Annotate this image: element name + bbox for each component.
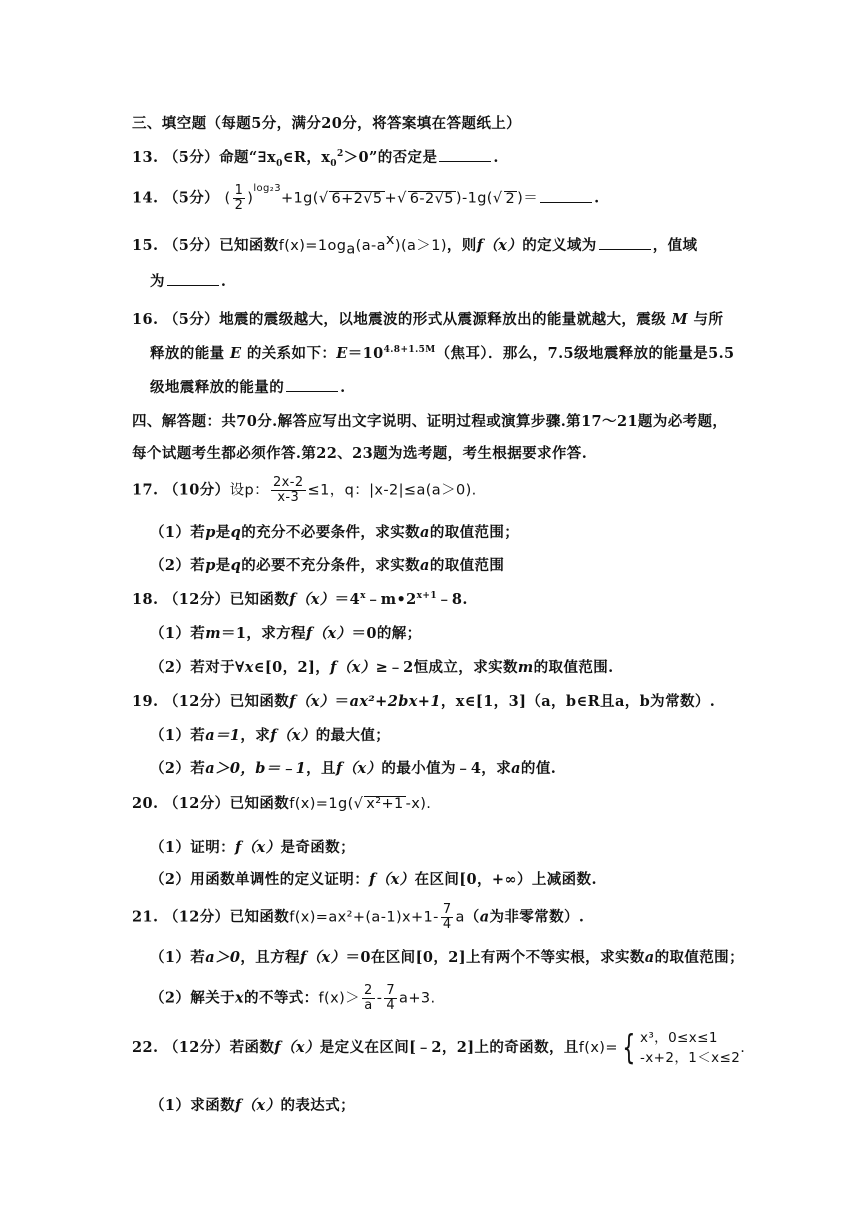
question-17: 17. （10分）设p： $\frac{2x-2}{x-3}$ ≤1，q：|x-2|≤a(a＞0).	[132, 475, 477, 505]
question-18-part-2: （2）若对于∀x∈[0，2]，f（x）≥﹣2恒成立，求实数m的取值范围.	[150, 659, 614, 676]
question-21-part-1: （1）若a＞0，且方程f（x）＝0在区间[0，2]上有两个不等实根，求实数a的取值范围；	[150, 949, 744, 966]
question-18-part-1: （1）若m＝1，求方程f（x）＝0的解；	[150, 625, 422, 642]
question-17-part-2: （2）若p是q的必要不充分条件，求实数a的取值范围	[150, 557, 505, 574]
question-18: 18. （12分）已知函数$f(x)=4^x﹣m•2^{x+1}﹣8$.	[132, 591, 468, 608]
answer-blank	[540, 190, 592, 203]
question-number: 21.	[132, 908, 159, 926]
question-number: 19.	[132, 693, 159, 710]
score-label: （12分）	[163, 591, 230, 608]
question-15-line-2: 为 .	[150, 273, 227, 290]
question-22-part-1: （1）求函数f（x）的表达式；	[150, 1097, 355, 1114]
answer-blank	[599, 237, 651, 250]
fraction: $\frac{7}{4}$	[442, 902, 452, 932]
fraction-half: $\frac{1}{2}$	[234, 183, 244, 213]
question-19: 19. （12分）已知函数f（x）＝ax²+2bx+1，x∈[1，3]（a，b∈R且a，b为常数）.	[132, 693, 716, 710]
fraction: $\frac{2}{a}$	[364, 983, 373, 1013]
question-number: 16.	[132, 311, 159, 328]
answer-blank	[167, 273, 219, 286]
question-number: 18.	[132, 591, 159, 608]
section-3-title: 三、填空题（每题5分，满分20分，将答案填在答题纸上）	[132, 115, 522, 132]
score-label: （5分）	[163, 149, 220, 166]
fraction: $\frac{7}{4}$	[386, 983, 396, 1013]
question-number: 13.	[132, 149, 159, 166]
score-label: （12分）	[163, 1039, 230, 1056]
answer-blank	[286, 379, 338, 392]
fraction: $\frac{2x-2}{x-3}$	[272, 475, 304, 505]
score-label: （5分）	[163, 236, 220, 254]
section-4-line-2: 每个试题考生都必须作答.第22、23题为选考题，考生根据要求作答.	[132, 445, 588, 462]
question-17-part-1: （1）若p是q的充分不必要条件，求实数a的取值范围；	[150, 524, 520, 541]
question-14: 14. （5分） ( $\frac{1}{2}$ )$^{log_23}$+1g(√ 6+2√5 +√ 6-2√5 )-1g(√ 2 )＝ .	[132, 182, 600, 213]
score-label: （5分）	[163, 311, 220, 328]
question-19-part-1: （1）若a＝1，求f（x）的最大值；	[150, 727, 391, 744]
question-number: 15.	[132, 236, 159, 254]
question-16-line-3: 级地震释放的能量的 .	[150, 379, 346, 396]
section-4-line-1: 四、解答题：共70分.解答应写出文字说明、证明过程或演算步骤.第17～21题为必考题，	[132, 413, 728, 430]
question-13: 13. （5分）命题“$\exists x_0\in R$，$x_0^2>0$”的否定是 .	[132, 149, 499, 169]
question-number: 20.	[132, 795, 159, 812]
question-21: 21. （12分）已知函数f(x)=ax²+(a-1)x+1- $\frac{7}{4}$ a（a为非零常数）.	[132, 902, 585, 932]
score-label: （12分）	[163, 795, 230, 812]
question-number: 17.	[132, 481, 159, 499]
score-label: （12分）	[163, 693, 230, 710]
question-16-line-2: 释放的能量 E 的关系如下：$E=10^{4.8+1.5M}$（焦耳）．那么，7.5级地震释放的能量是5.5	[150, 345, 735, 362]
question-15: 15. （5分）已知函数$f(x)=1og_a(a-a^x)(a>1)$，则f（x）的定义域为 ，值域	[132, 232, 698, 258]
score-label: （5分）	[163, 189, 220, 207]
piecewise-function: { x³，0≤x≤1 -x+2，1＜x≤2	[622, 1028, 741, 1068]
question-21-part-2: （2）解关于x的不等式：f(x)＞ $\frac{2}{a}$ - $\frac{7}{4}$ a+3.	[150, 983, 436, 1013]
score-label: （12分）	[163, 908, 230, 926]
score-label: （10分）	[163, 481, 230, 499]
question-22: 22. （12分）若函数f（x）是定义在区间[﹣2，2]上的奇函数，且f(x)= { x³，0≤x≤1 -x+2，1＜x≤2 .	[132, 1028, 746, 1068]
answer-blank	[439, 149, 491, 162]
question-19-part-2: （2）若a＞0，b＝﹣1，且f（x）的最小值为﹣4，求a的值.	[150, 760, 557, 777]
question-16: 16. （5分）地震的震级越大，以地震波的形式从震源释放出的能量就越大，震级 M 与所	[132, 311, 724, 328]
question-20-part-2: （2）用函数单调性的定义证明：f（x）在区间[0，+∞）上减函数.	[150, 871, 597, 888]
question-20: 20. （12分）已知函数f(x)=1g(√ x²+1 -x).	[132, 795, 432, 812]
question-number: 22.	[132, 1039, 159, 1056]
question-number: 14.	[132, 189, 159, 207]
question-20-part-1: （1）证明：f（x）是奇函数；	[150, 839, 355, 856]
